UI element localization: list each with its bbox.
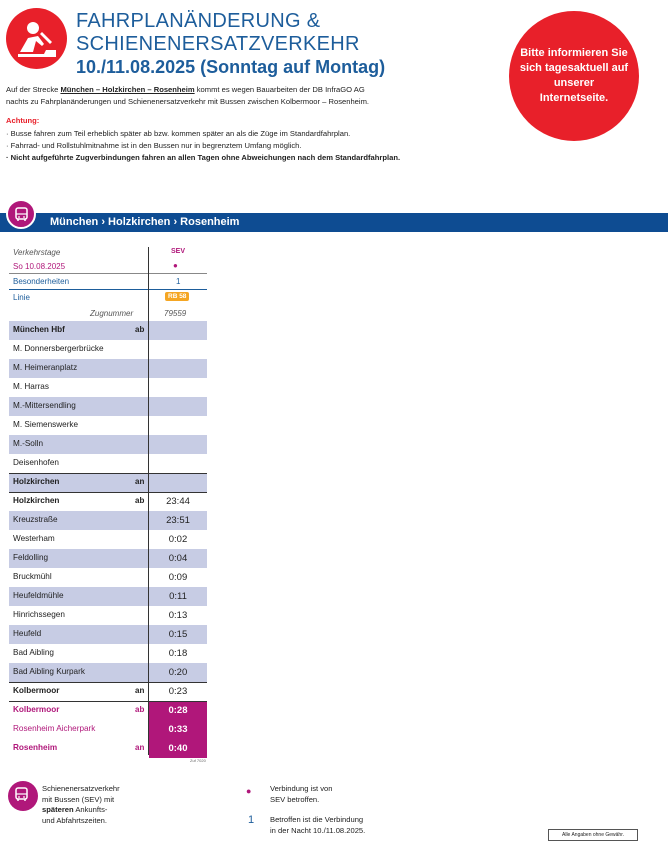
departure-time: 0:15	[168, 629, 188, 640]
table-row	[9, 397, 207, 416]
legend-dot: ●	[246, 786, 252, 796]
legend-bus-text: Schienenersatzverkehr mit Bussen (SEV) mit späteren Ankunfts- und Abfahrtszeiten.	[42, 784, 120, 825]
table-row	[9, 359, 207, 378]
date-label: So 10.08.2025	[13, 262, 66, 271]
table-row	[9, 663, 207, 682]
achtung-item-2: · Fahrrad- und Rollstuhlmitnahme ist in den Bussen nur in begrenztem Umfang möglich.	[6, 140, 400, 152]
zugnummer-value: 79559	[164, 309, 187, 318]
stop-name: Hinrichssegen	[13, 610, 65, 619]
stop-name: M.-Solln	[13, 439, 44, 448]
table-row	[9, 701, 207, 720]
stop-name: Kolbermoor	[13, 705, 60, 714]
departure-time: 0:09	[168, 572, 188, 583]
besonderheiten-value: 1	[176, 277, 181, 286]
legend-bus-icon	[8, 781, 38, 811]
legend-one-text: Betroffen ist die Verbindung in der Nacht 10./11.08.2025.	[270, 815, 366, 835]
departure-time: 0:04	[168, 553, 188, 564]
table-row	[9, 549, 207, 568]
stop-name: M.-Mittersendling	[13, 401, 76, 410]
bus-icon	[6, 199, 36, 229]
departure-time: 23:51	[166, 515, 190, 526]
departure-time: 23:44	[166, 496, 190, 507]
info-badge-text: Bitte informieren Sie sich tagesaktuell auf unserer Internetseite.	[519, 47, 629, 104]
stop-name: Westerham	[13, 534, 55, 543]
intro-post: kommt es wegen Bauarbeiten der DB InfraGO AG	[194, 85, 365, 94]
stop-name: Feldolling	[13, 553, 49, 562]
table-row	[9, 530, 207, 549]
departure-time: 0:02	[168, 534, 188, 545]
besonderheiten-label: Besonderheiten	[13, 277, 70, 286]
departure-time: 0:11	[169, 591, 187, 602]
table-row	[9, 321, 207, 340]
divider	[9, 289, 207, 290]
an-ab-label: ab	[135, 705, 145, 714]
stop-name: Kreuzstraße	[13, 515, 58, 524]
table-row	[9, 587, 207, 606]
an-ab-label: ab	[135, 325, 145, 334]
row-separator	[9, 473, 207, 474]
departure-time: 0:20	[168, 667, 188, 678]
table-row	[9, 739, 207, 758]
sev-dot: ●	[173, 261, 178, 270]
stop-name: M. Heimeranplatz	[13, 363, 78, 372]
table-row	[9, 568, 207, 587]
row-separator	[9, 492, 207, 493]
an-ab-label: an	[135, 743, 145, 752]
divider	[9, 273, 207, 274]
stop-name: Rosenheim Aicherpark	[13, 724, 96, 733]
route-title: München › Holzkirchen › Rosenheim	[50, 216, 240, 228]
stop-name: Holzkirchen	[13, 477, 60, 486]
legend-dot-text: Verbindung ist von SEV betroffen.	[270, 784, 333, 804]
row-separator	[9, 682, 207, 683]
column-divider	[148, 247, 149, 755]
info-badge	[509, 11, 639, 141]
stop-name: Heufeldmühle	[13, 591, 64, 600]
small-note: Zuf 7020	[190, 758, 206, 763]
stop-name: Deisenhofen	[13, 458, 59, 467]
stop-name: Bad Aibling	[13, 648, 54, 657]
table-row	[9, 492, 207, 511]
stop-name: M. Harras	[13, 382, 49, 391]
row-separator	[9, 701, 207, 702]
table-row	[9, 473, 207, 492]
departure-time: 0:23	[168, 686, 188, 697]
verkehrstage-label: Verkehrstage	[13, 248, 61, 257]
table-row	[9, 340, 207, 359]
construction-icon	[6, 8, 67, 69]
achtung-list	[6, 128, 400, 164]
stop-name: Bad Aibling Kurpark	[13, 667, 85, 676]
intro-line2: nachts zu Fahrplanänderungen und Schienenersatzverkehr mit Bussen zwischen Kolbermoor – Rosenheim.	[6, 97, 370, 106]
disclaimer: Alle Angaben ohne Gewähr.	[548, 829, 638, 841]
departure-time: 0:13	[168, 610, 188, 621]
stop-name: Heufeld	[13, 629, 42, 638]
table-row	[9, 378, 207, 397]
table-row	[9, 454, 207, 473]
stop-name: M. Siemenswerke	[13, 420, 79, 429]
intro-route: München – Holzkirchen – Rosenheim	[60, 85, 195, 94]
table-row	[9, 682, 207, 701]
linie-badge: RB 58	[165, 292, 189, 301]
page-title-line2: SCHIENENERSATZVERKEHR	[76, 33, 360, 55]
departure-time: 0:28	[149, 701, 207, 720]
stop-name: Kolbermoor	[13, 686, 60, 695]
departure-time: 0:18	[168, 648, 188, 659]
table-row	[9, 720, 207, 739]
table-row	[9, 625, 207, 644]
sev-label: SEV	[171, 248, 186, 255]
table-row	[9, 511, 207, 530]
intro-pre: Auf der Strecke	[6, 85, 61, 94]
an-ab-label: an	[135, 686, 145, 695]
stop-name: Holzkirchen	[13, 496, 60, 505]
intro-text	[6, 84, 506, 108]
zugnummer-label: Zugnummer	[90, 309, 134, 318]
date-range: 10./11.08.2025 (Sonntag auf Montag)	[76, 57, 386, 77]
table-row	[9, 644, 207, 663]
achtung-heading: Achtung:	[6, 116, 40, 125]
linie-label: Linie	[13, 293, 30, 302]
table-row	[9, 416, 207, 435]
achtung-item-1: · Busse fahren zum Teil erheblich später ab bzw. kommen später an als die Züge im Standardfahrplan.	[6, 128, 400, 140]
stop-name: Rosenheim	[13, 743, 58, 752]
legend-one: 1	[248, 814, 255, 826]
page-title-line1: FAHRPLANÄNDERUNG &	[76, 10, 321, 32]
stop-name: Bruckmühl	[13, 572, 52, 581]
table-row	[9, 435, 207, 454]
an-ab-label: an	[135, 477, 145, 486]
an-ab-label: ab	[135, 496, 145, 505]
stop-name: München Hbf	[13, 325, 65, 334]
departure-time: 0:33	[149, 720, 207, 739]
table-row	[9, 606, 207, 625]
departure-time: 0:40	[149, 739, 207, 758]
stop-name: M. Donnersbergerbrücke	[13, 344, 104, 353]
achtung-item-3: · Nicht aufgeführte Zugverbindungen fahren an allen Tagen ohne Abweichungen nach dem Standardfahrplan.	[6, 152, 400, 164]
